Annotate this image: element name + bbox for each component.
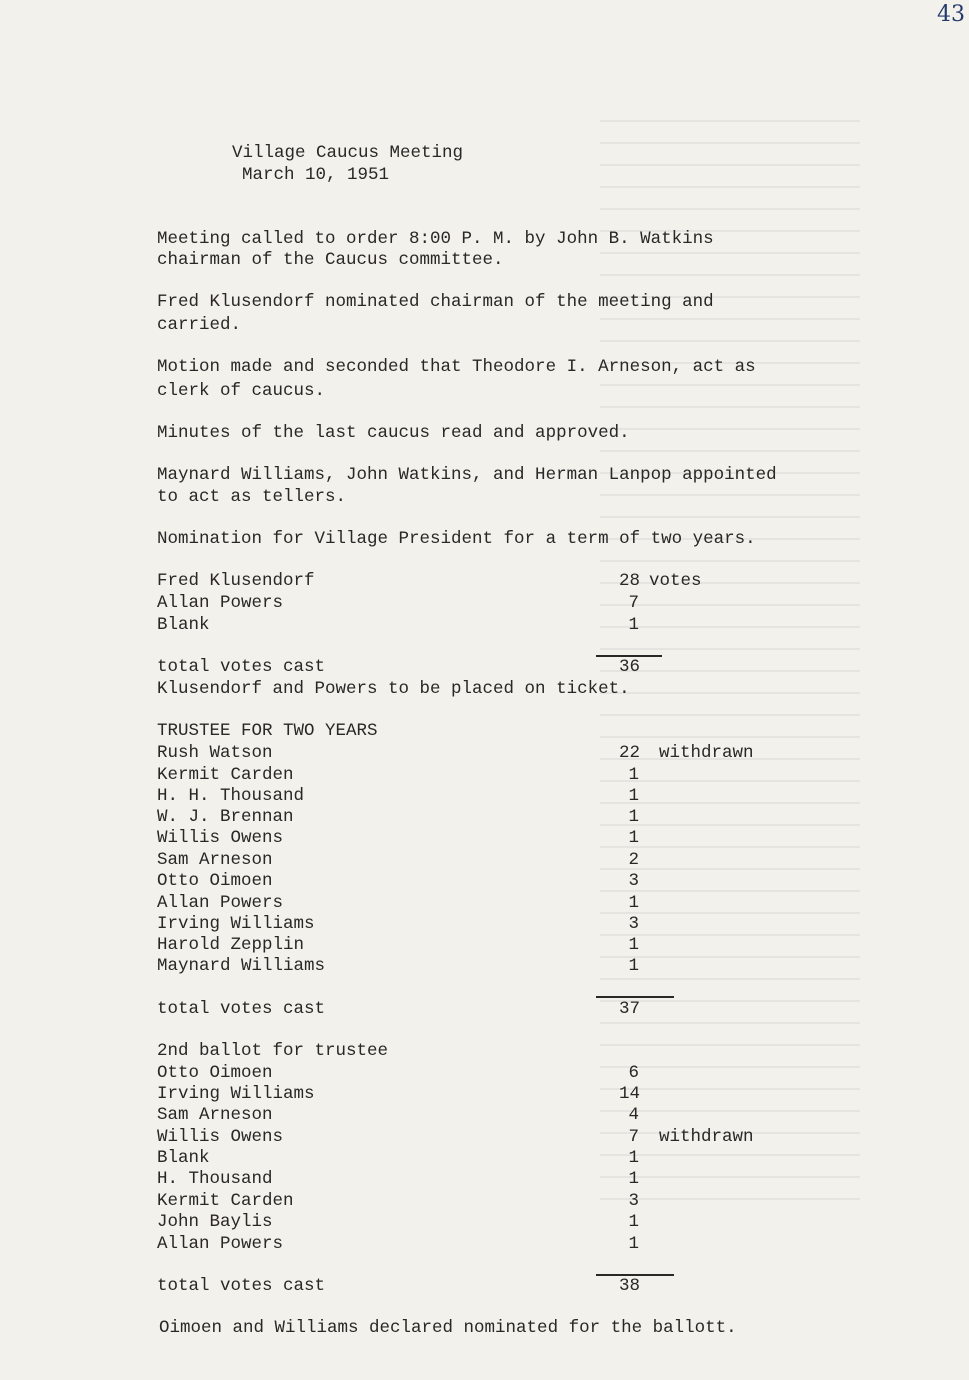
page-number: 43 xyxy=(937,2,965,27)
vote-count: 1 xyxy=(628,807,639,827)
paragraph-line: clerk of caucus. xyxy=(157,381,326,401)
vote-count: 3 xyxy=(628,914,639,934)
vote-count: 3 xyxy=(628,1191,639,1211)
candidate-name: Harold Zepplin xyxy=(157,935,305,955)
vote-count: 4 xyxy=(628,1105,639,1125)
vote-note: withdrawn xyxy=(659,1127,754,1147)
total-votes: 36 xyxy=(619,657,641,677)
president-result: Klusendorf and Powers to be placed on ticket. xyxy=(157,679,630,699)
paragraph-line: Meeting called to order 8:00 P. M. by John B. Watkins xyxy=(157,229,714,249)
paragraph-line: chairman of the Caucus committee. xyxy=(157,250,504,270)
vote-count: 1 xyxy=(628,893,639,913)
candidate-name: Kermit Carden xyxy=(157,765,294,785)
candidate-name: W. J. Brennan xyxy=(157,807,294,827)
total-label: total votes cast xyxy=(157,1276,326,1296)
candidate-name: Willis Owens xyxy=(157,1127,284,1147)
vote-count: 6 xyxy=(628,1063,639,1083)
candidate-name: H. Thousand xyxy=(157,1169,273,1189)
vote-note: votes xyxy=(649,571,702,591)
vote-count: 1 xyxy=(628,765,639,785)
candidate-name: Kermit Carden xyxy=(157,1191,294,1211)
vote-count: 7 xyxy=(628,593,639,613)
paragraph-line: Motion made and seconded that Theodore I. Arneson, act as xyxy=(157,357,756,377)
candidate-name: Irving Williams xyxy=(157,914,315,934)
vote-count: 28 xyxy=(619,571,641,591)
candidate-name: Allan Powers xyxy=(157,893,284,913)
candidate-name: Irving Williams xyxy=(157,1084,315,1104)
vote-count: 3 xyxy=(628,871,639,891)
vote-count: 1 xyxy=(628,1169,639,1189)
second-ballot-result: Oimoen and Williams declared nominated for the ballott. xyxy=(159,1318,737,1338)
vote-count: 1 xyxy=(628,615,639,635)
paragraph-line: to act as tellers. xyxy=(157,487,347,507)
vote-count: 14 xyxy=(619,1084,641,1104)
vote-count: 1 xyxy=(628,828,639,848)
candidate-name: Allan Powers xyxy=(157,1234,284,1254)
vote-count: 1 xyxy=(628,1212,639,1232)
candidate-name: Sam Arneson xyxy=(157,1105,273,1125)
paragraph-line: Maynard Williams, John Watkins, and Herman Lanpop appointed xyxy=(157,465,777,485)
total-label: total votes cast xyxy=(157,657,326,677)
candidate-name: Otto Oimoen xyxy=(157,871,273,891)
vote-count: 1 xyxy=(628,935,639,955)
vote-count: 1 xyxy=(628,1234,639,1254)
section-heading: 2nd ballot for trustee xyxy=(157,1041,389,1061)
candidate-name: Willis Owens xyxy=(157,828,284,848)
vote-count: 1 xyxy=(628,786,639,806)
candidate-name: Maynard Williams xyxy=(157,956,326,976)
vote-count: 22 xyxy=(619,743,641,763)
total-label: total votes cast xyxy=(157,999,326,1019)
candidate-name: Otto Oimoen xyxy=(157,1063,273,1083)
document-date: March 10, 1951 xyxy=(242,165,390,185)
paragraph-line: Fred Klusendorf nominated chairman of the meeting and xyxy=(157,292,714,312)
section-heading: TRUSTEE FOR TWO YEARS xyxy=(157,721,378,741)
candidate-name: Sam Arneson xyxy=(157,850,273,870)
candidate-name: John Baylis xyxy=(157,1212,273,1232)
vote-count: 2 xyxy=(628,850,639,870)
vote-note: withdrawn xyxy=(659,743,754,763)
vote-count: 7 xyxy=(628,1127,639,1147)
candidate-name: Rush Watson xyxy=(157,743,273,763)
candidate-name: Blank xyxy=(157,1148,210,1168)
paragraph-line: carried. xyxy=(157,315,242,335)
total-votes: 38 xyxy=(619,1276,641,1296)
document-title: Village Caucus Meeting xyxy=(232,143,464,163)
total-votes: 37 xyxy=(619,999,641,1019)
vote-count: 1 xyxy=(628,1148,639,1168)
paragraph-line: Nomination for Village President for a term of two years. xyxy=(157,529,756,549)
candidate-name: Allan Powers xyxy=(157,593,284,613)
paragraph-line: Minutes of the last caucus read and approved. xyxy=(157,423,630,443)
candidate-name: H. H. Thousand xyxy=(157,786,305,806)
candidate-name: Fred Klusendorf xyxy=(157,571,315,591)
vote-count: 1 xyxy=(628,956,639,976)
candidate-name: Blank xyxy=(157,615,210,635)
